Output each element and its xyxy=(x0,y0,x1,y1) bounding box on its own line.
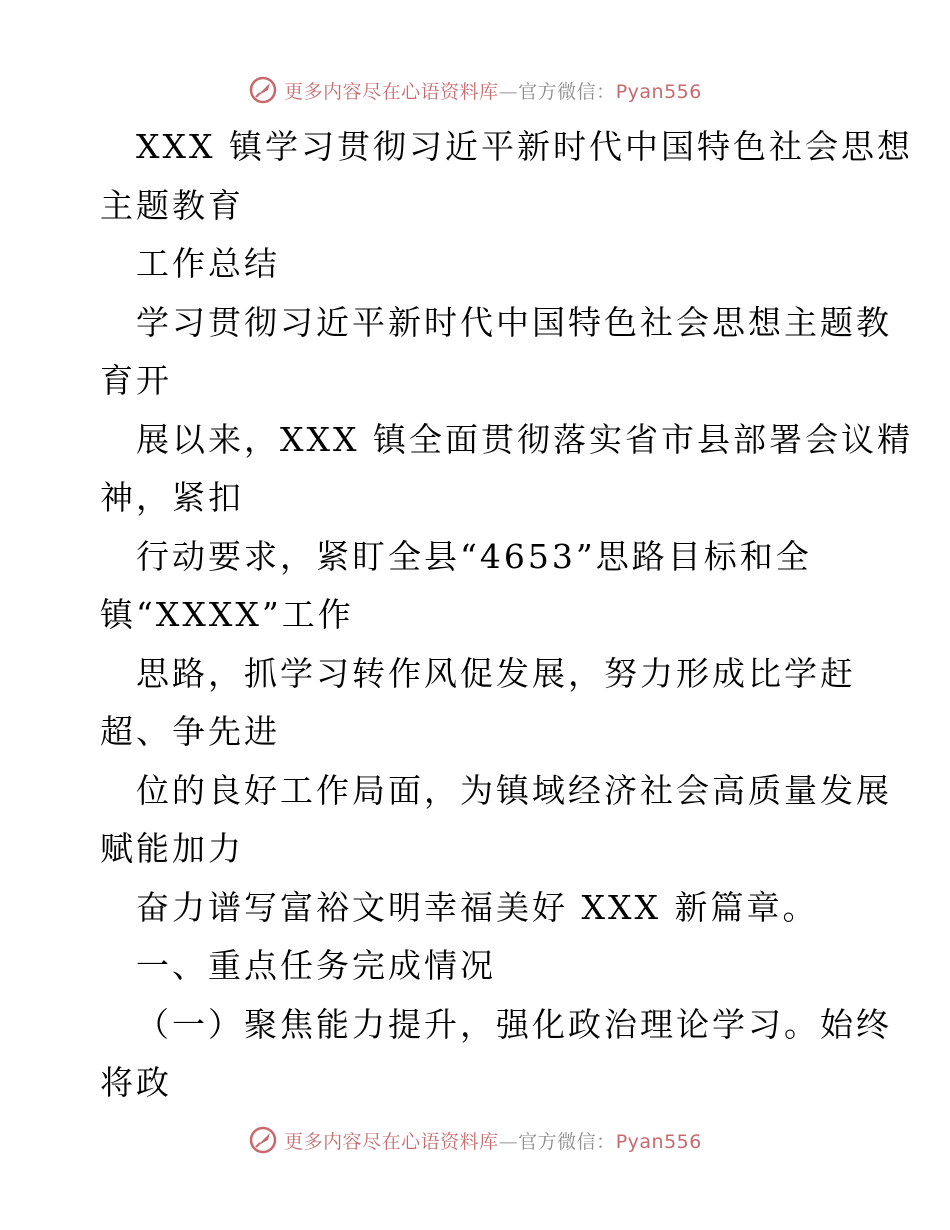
footer-watermark xyxy=(0,1120,950,1160)
text-line: 位的良好工作局面，为镇域经济社会高质量发展 xyxy=(136,770,892,810)
document-body xyxy=(100,118,913,1113)
text-line: 工作总结 xyxy=(136,244,280,283)
text-line: 主题教育 xyxy=(100,185,244,225)
text-line: 将政 xyxy=(100,1063,172,1102)
text-line: XXX 镇学习贯彻习近平新时代中国特色社会思想 xyxy=(136,127,913,166)
text-line: 超、争先进 xyxy=(100,712,280,751)
text-line: 一、重点任务完成情况 xyxy=(136,946,496,985)
header-watermark xyxy=(0,70,950,110)
text-line: 思路，抓学习转作风促发展，努力形成比学赶 xyxy=(136,653,856,693)
quill-logo-icon xyxy=(248,75,278,105)
watermark-text: 更多内容尽在心语资料库—官方微信：Pyan556 xyxy=(284,80,702,103)
text-line: （一）聚焦能力提升，强化政治理论学习。始终 xyxy=(136,1004,892,1044)
text-line: 行动要求，紧盯全县“4653”思路目标和全 xyxy=(136,536,812,576)
quill-logo-icon xyxy=(248,1125,278,1155)
text-line: 育开 xyxy=(100,361,172,400)
text-line: 镇“XXXX”工作 xyxy=(100,595,354,634)
text-line: 奋力谱写富裕文明幸福美好 XXX 新篇章。 xyxy=(136,887,819,927)
text-line: 赋能加力 xyxy=(100,829,244,868)
text-line: 展以来，XXX 镇全面贯彻落实省市县部署会议精 xyxy=(136,419,913,459)
text-line: 学习贯彻习近平新时代中国特色社会思想主题教 xyxy=(136,302,892,342)
document-lines xyxy=(100,118,913,1113)
watermark-text: 更多内容尽在心语资料库—官方微信：Pyan556 xyxy=(284,1130,702,1153)
text-line: 神，紧扣 xyxy=(100,478,244,517)
